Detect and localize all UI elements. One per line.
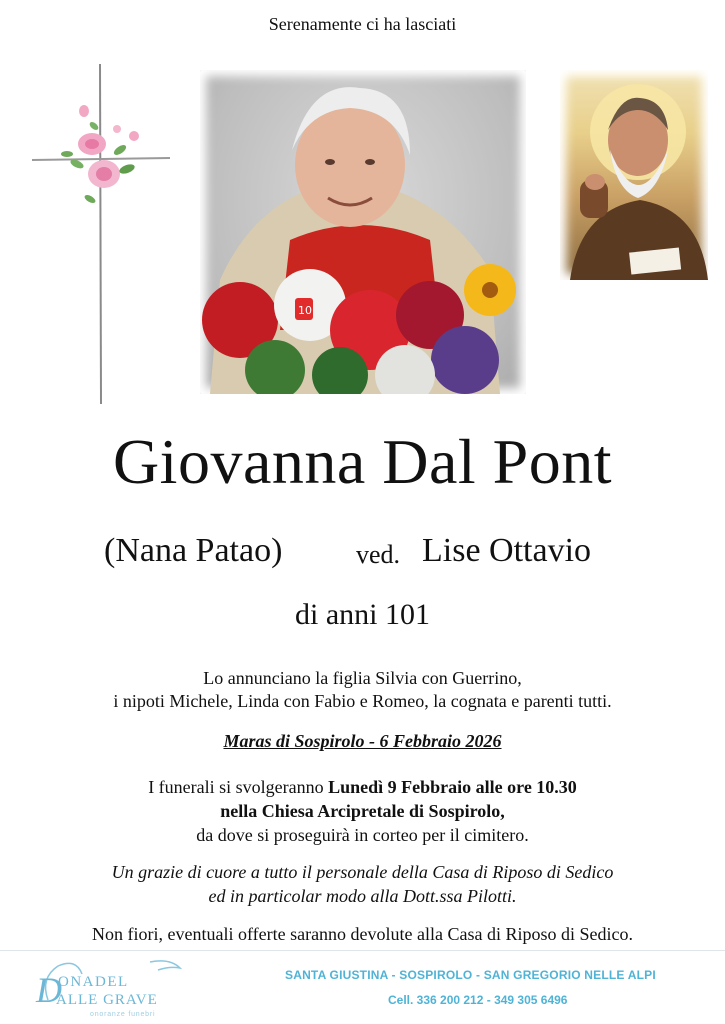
age: di anni 101 [295, 598, 430, 631]
nickname-row [0, 532, 725, 572]
funeral-intro: I funerali si svolgeranno [148, 777, 329, 797]
thanks-line-2: ed in particolar modo alla Dott.ssa Pilotti. [208, 886, 517, 906]
cross-with-roses-icon [32, 64, 172, 404]
thanks-line-1: Un grazie di cuore a tutto il personale della Casa di Riposo di Sedico [111, 862, 614, 882]
announcement [0, 667, 725, 713]
svg-text:ONADEL: ONADEL [58, 974, 129, 990]
no-flowers-note: Non fiori, eventuali offerte saranno devolute alla Casa di Riposo di Sedico. [91, 924, 634, 944]
funeral-procession: da dove si proseguirà in corteo per il cimitero. [196, 825, 529, 845]
svg-text:ALLE GRAVE: ALLE GRAVE [56, 992, 158, 1008]
svg-text:10: 10 [298, 304, 312, 317]
place-date: Maras di Sospirolo - 6 Febbraio 2026 [223, 731, 502, 751]
church-name: nella Chiesa Arcipretale di Sospirolo, [220, 801, 505, 821]
funeral-info [0, 775, 725, 847]
portrait-photo [200, 70, 526, 394]
funeral-church [0, 799, 725, 823]
svg-text:D: D [36, 970, 62, 1010]
announcement-line-2: i nipoti Michele, Linda con Fabio e Romeo, la cognata e parenti tutti. [113, 691, 612, 711]
deceased-name: Giovanna Dal Pont [112, 426, 613, 497]
widow-prefix: ved. [356, 540, 401, 569]
saint-image [560, 70, 708, 280]
announcement-line-1: Lo annunciano la figlia Silvia con Guerrino, [203, 668, 522, 688]
funeral-home-logo [30, 956, 210, 1020]
funeral-datetime: Lunedì 9 Febbraio alle ore 10.30 [328, 777, 577, 797]
intro-text: Serenamente ci ha lasciati [268, 14, 457, 34]
footer-divider [0, 950, 725, 951]
locations: SANTA GIUSTINA - SOSPIROLO - SAN GREGORIO NELLE ALPI [285, 968, 656, 982]
thanks [0, 860, 725, 908]
husband-name: Lise Ottavio [422, 532, 592, 569]
nickname: (Nana Patao) [104, 532, 283, 569]
funeral-line-1 [0, 775, 725, 799]
svg-text:onoranze funebri: onoranze funebri [90, 1011, 156, 1018]
phone-numbers: Cell. 336 200 212 - 349 305 6496 [388, 993, 568, 1007]
